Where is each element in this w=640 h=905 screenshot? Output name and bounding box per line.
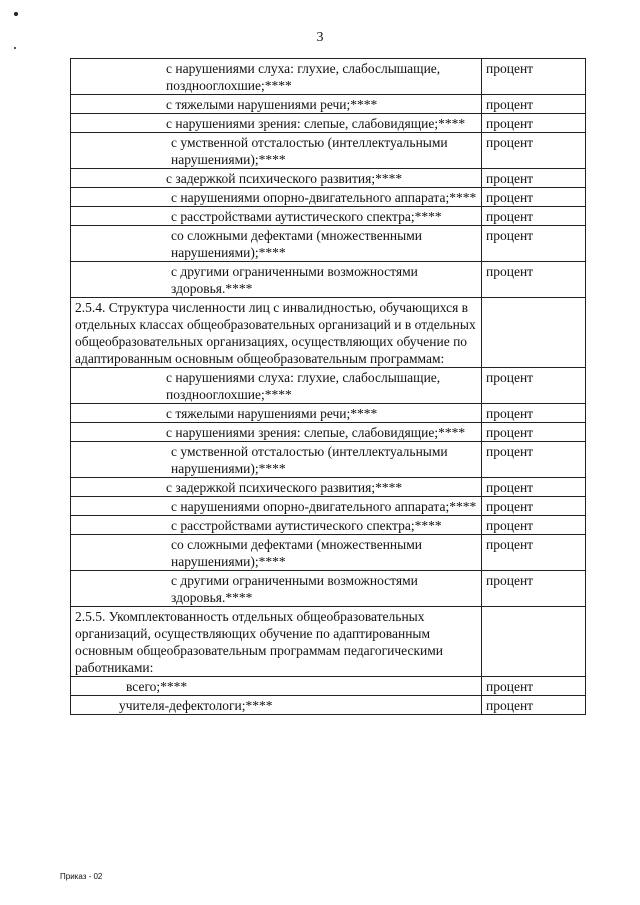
indicator-label: с нарушениями зрения: слепые, слабовидящие;**** bbox=[71, 423, 482, 442]
unit-cell: процент bbox=[482, 368, 586, 404]
table-row bbox=[71, 478, 586, 497]
empty-unit-cell bbox=[482, 607, 586, 677]
table-row bbox=[71, 442, 586, 478]
unit-cell: процент bbox=[482, 423, 586, 442]
indicator-label: с умственной отсталостью (интеллектуальными нарушениями);**** bbox=[71, 442, 482, 478]
indicator-label: с тяжелыми нарушениями речи;**** bbox=[71, 95, 482, 114]
table-row bbox=[71, 133, 586, 169]
table-row bbox=[71, 59, 586, 95]
indicator-label: с нарушениями опорно-двигательного аппарата;**** bbox=[71, 188, 482, 207]
indicator-label: учителя-дефектологи;**** bbox=[71, 696, 482, 715]
section-heading-row bbox=[71, 298, 586, 368]
indicator-label: с нарушениями слуха: глухие, слабослышащие, позднооглохшие;**** bbox=[71, 368, 482, 404]
page-number: 3 bbox=[316, 30, 324, 45]
table-row bbox=[71, 188, 586, 207]
unit-cell: процент bbox=[482, 442, 586, 478]
table-row bbox=[71, 207, 586, 226]
indicator-label: с расстройствами аутистического спектра;**** bbox=[71, 207, 482, 226]
indicator-label: с умственной отсталостью (интеллектуальными нарушениями);**** bbox=[71, 133, 482, 169]
scan-speck bbox=[14, 12, 18, 16]
unit-cell: процент bbox=[482, 133, 586, 169]
unit-cell: процент bbox=[482, 226, 586, 262]
unit-cell: процент bbox=[482, 114, 586, 133]
indicator-label: с другими ограниченными возможностями здоровья.**** bbox=[71, 571, 482, 607]
unit-cell: процент bbox=[482, 535, 586, 571]
table-row bbox=[71, 696, 586, 715]
unit-cell: процент bbox=[482, 262, 586, 298]
unit-cell: процент bbox=[482, 59, 586, 95]
section-heading: 2.5.4. Структура численности лиц с инвалидностью, обучающихся в отдельных классах общеобразовательных организаций и в отдельных общеобразовательных организациях, осуществляющих обучение по адаптированным основным общеобразовательным программам: bbox=[71, 298, 482, 368]
unit-cell: процент bbox=[482, 696, 586, 715]
table-row bbox=[71, 368, 586, 404]
indicator-label: с задержкой психического развития;**** bbox=[71, 169, 482, 188]
unit-cell: процент bbox=[482, 516, 586, 535]
unit-cell: процент bbox=[482, 188, 586, 207]
table-row bbox=[71, 535, 586, 571]
unit-cell: процент bbox=[482, 169, 586, 188]
table-row bbox=[71, 571, 586, 607]
section-heading: 2.5.5. Укомплектованность отдельных общеобразовательных организаций, осуществляющих обучение по адаптированным основным общеобразовательным программам педагогическими работниками: bbox=[71, 607, 482, 677]
unit-cell: процент bbox=[482, 478, 586, 497]
indicator-label: с нарушениями зрения: слепые, слабовидящие;**** bbox=[71, 114, 482, 133]
table-row bbox=[71, 114, 586, 133]
table-row bbox=[71, 404, 586, 423]
empty-unit-cell bbox=[482, 298, 586, 368]
unit-cell: процент bbox=[482, 95, 586, 114]
unit-cell: процент bbox=[482, 404, 586, 423]
unit-cell: процент bbox=[482, 571, 586, 607]
scan-speck bbox=[14, 47, 16, 49]
table-row bbox=[71, 516, 586, 535]
indicator-label: с тяжелыми нарушениями речи;**** bbox=[71, 404, 482, 423]
unit-cell: процент bbox=[482, 677, 586, 696]
unit-cell: процент bbox=[482, 497, 586, 516]
indicator-label: всего;**** bbox=[71, 677, 482, 696]
table-row bbox=[71, 423, 586, 442]
indicator-label: с задержкой психического развития;**** bbox=[71, 478, 482, 497]
unit-cell: процент bbox=[482, 207, 586, 226]
indicator-label: с нарушениями слуха: глухие, слабослышащие, позднооглохшие;**** bbox=[71, 59, 482, 95]
table-row bbox=[71, 677, 586, 696]
indicator-table bbox=[70, 58, 586, 715]
indicator-label: с расстройствами аутистического спектра;**** bbox=[71, 516, 482, 535]
section-heading-row bbox=[71, 607, 586, 677]
indicator-label: со сложными дефектами (множественными нарушениями);**** bbox=[71, 226, 482, 262]
table-row bbox=[71, 95, 586, 114]
indicator-label: с нарушениями опорно-двигательного аппарата;**** bbox=[71, 497, 482, 516]
table-row bbox=[71, 262, 586, 298]
table-row bbox=[71, 497, 586, 516]
table-row bbox=[71, 169, 586, 188]
table-row bbox=[71, 226, 586, 262]
indicator-label: с другими ограниченными возможностями здоровья.**** bbox=[71, 262, 482, 298]
indicator-label: со сложными дефектами (множественными нарушениями);**** bbox=[71, 535, 482, 571]
document-footer: Приказ - 02 bbox=[60, 872, 103, 881]
